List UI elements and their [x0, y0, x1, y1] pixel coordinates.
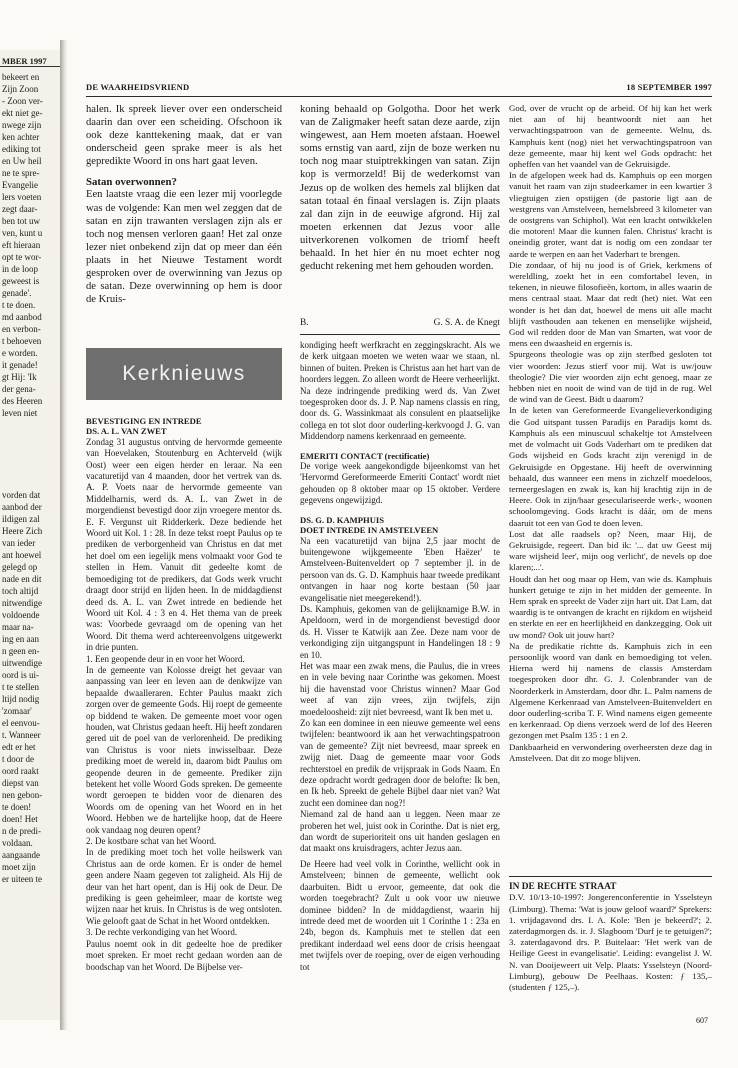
news-paragraph: Na deze indringende prediking werd ds. Van Zwet toegesproken door ds. J. P. Nap namens classis en ring, door ds. G. Wassinkmaat als consulent en plaatselijke collega en tot slot door ouderling-kerkvoogd J. G. van Middendorp namens kerkenraad en gemeente.	[300, 385, 500, 442]
previous-page-line: uitwendige	[2, 658, 42, 668]
article-paragraph: Een laatste vraag die een lezer mij voorlegde was de volgende: Kan men wel zeggen dat de satan en zijn trawanten verslagen zijn als er toch nog mensen verloren gaan! Het zal onze lezer niet onbekend zijn dat op meer dan één plaats in het Nieuwe Testament wordt gesproken over de overwinning van Jezus op de satan. Deze overwinning op hem is door de Kruis-	[86, 189, 282, 306]
previous-page-line: doen! Het	[2, 814, 38, 824]
news-point: 3. De rechte verkondiging van het Woord.	[86, 927, 238, 938]
previous-page-line: it genade!	[2, 360, 38, 370]
news-column2	[300, 340, 500, 973]
previous-page-line: 'zomaar'	[2, 706, 32, 716]
previous-page-line: nwege zijn	[2, 120, 42, 130]
previous-page-line: diepst van	[2, 778, 39, 788]
news-heading: EMERITI CONTACT (rectificatie)	[300, 450, 430, 461]
news-paragraph: Het was maar een zwak mens, die Paulus, die in vrees en in vele beving naar Corinthe was gekomen. Moest hij die havenstad voor Christus winnen? Maar God weet af van zijn vrees, zijn twijfels, zijn moedeloosheid: zijt niet bevreesd, want Ik ben met u.	[300, 660, 500, 717]
news-paragraph: Ds. Kamphuis, gekomen van de gelijknamige B.W. in Apeldoorn, werd in de morgendienst bevestigd door ds. H. Visser te Katwijk aan Zee. Deze nam voor de verkondiging zijn uitgangspunt in Handelingen 18 : 9 en 10.	[300, 603, 500, 660]
previous-page-line: eft hieraan	[2, 240, 41, 250]
news-paragraph: kondiging heeft werfkracht en zeggingskracht. Als we de kerk uitgaan moeten we weten waar we staan, nl. binnen of buiten. Preken is Christus aan het hart van de hoorders leggen. Zo alleen wordt de Heere verheerlijkt.	[300, 340, 500, 385]
news-paragraph: Zo kan een dominee in een nieuwe gemeente wel eens twijfelen: beantwoord ik aan het verwachtingspatroon van de gemeente? Zijt niet bevreesd, maar spreek en zwijg niet. Daag de gemeente maar voor Gods rechterstoel en predik de vrijspraak in Gods Naam. En deze opdracht wordt gedragen door de belofte: Ik ben, en Ik heb. Spreekt de gehele Bijbel daar niet van? Wat zucht een dominee dan nog?!	[300, 718, 500, 808]
article-intro: halen. Ik spreek liever over een onderscheid daarin dan over een scheiding. Ofschoon ik ook deze kanttekening maak, dat er van onderscheid geen sprake meer is als het gepredikte Woord in ons hart gaat leven.	[86, 104, 282, 168]
news-column3	[509, 103, 712, 764]
publication-name: DE WAARHEIDSVRIEND	[86, 82, 190, 92]
article-satan-column2	[300, 103, 500, 273]
news-heading: DS. G. D. KAMPHUIS	[300, 514, 385, 525]
previous-page-line: ant hoewel	[2, 550, 42, 560]
article-heading: Satan overwonnen?	[86, 176, 177, 189]
previous-page-line: vorden dat	[2, 490, 41, 500]
previous-page-line: oord is ui-	[2, 670, 39, 680]
previous-page-line: ne te spre-	[2, 168, 40, 178]
article-satan-column1	[86, 103, 282, 306]
news-paragraph: Paulus noemt ook in dit gedeelte hoe de prediker moet spreken. Er moet recht gedaan worden aan de boodschap van het Woord. De Bijbelse ver-	[86, 938, 282, 972]
previous-page-line: bekeert en	[2, 72, 40, 82]
page-gutter	[60, 40, 68, 1030]
news-paragraph: Die zondaar, of hij nu jood is of Griek, kerkmens of wereldling, zoekt het in een comfortabel leven, in tekenen, in nieuwe filosofieën, kortom, in alles waarin de mens centraal staat. Maar dat redt (het) niet. Wat een wonder is het dan dat, hoewel de mens uit alle macht blijft vasthouden aan tekenen en menselijke wijsheid, God wil redden door de Man van Smarten, wat voor de mens een dwaasheid en ergernis is.	[509, 259, 712, 349]
news-paragraph: Niemand zal de hand aan u leggen. Neen maar ze proberen het wel, juist ook in Corinthe. Dat is niet erg, dan wordt de superioriteit ons uit handen geslagen en dat maakt ons kruisdragers, achter Jezus aan.	[300, 809, 500, 854]
previous-page-line: toch altijd	[2, 586, 39, 596]
rechte-straat-notice	[509, 882, 712, 993]
news-paragraph: God, over de vrucht op de arbeid. Of hij kan het werk niet aan of hij beantwoordt niet aan het verwachtingspatroon van de gemeente. Welnu, ds. Kamphuis kent (nog) niet het verwachtingspatroon van deze gemeente, maar hij kent wel Gods opdracht: het opheffen van het vaandel van de Gekruisigde.	[509, 103, 712, 170]
previous-page-line: geweest is	[2, 276, 40, 286]
news-paragraph: Houdt dan het oog maar op Hem, van wie ds. Kamphuis hunkert getuige te zijn in het midden der gemeente. In Hem sprak en spreekt de Vader zijn hart uit. Dat Lam, dat waardig is te ontvangen de kracht en rijkdom en wijsheid en sterkte en eer en heerlijkheid en dankzegging. Ook uit uw mond? Ook uit jouw hart?	[509, 573, 712, 640]
previous-page-line: ing en aan	[2, 634, 39, 644]
news-paragraph: Zondag 31 augustus ontving de hervormde gemeente van Hoevelaken, Stoutenburg en Achterveld (wijk Oost) weer een eigen herder en leraar. Na een vacaturetijd van 4 maanden, door het vertrek van ds. A. P. Voets naar de hervormde gemeente van Middelharnis, werd ds. A. L. van Zwet in de morgendienst bevestigd door zijn vroegere mentor ds. E. F. Vergunst uit Ridderkerk. Deze bediende het Woord uit Kol. 1 : 28. In deze tekst roept Paulus op te prediken de verborgenheid van Christus en dat met het doel om een iegelijk mens volmaakt voor God te stellen in Hem. Vanuit dit gedeelte komt de bemoediging tot de predikers, dat Gods werk vrucht draagt door strijd en lijden heen. In de middagdienst deed ds. A. L. van Zwet intrede en bediende het Woord uit Kol. 4 : 3 en 4. Het thema van de preek was: Voorbede gevraagd om de opening van het Woord. Dit thema werd achtereenvolgens uitgewerkt in drie punten.	[86, 436, 282, 653]
previous-page-line: des Heeren	[2, 396, 43, 406]
previous-page-line: - Zoon ver-	[2, 96, 43, 106]
previous-page-line: gelegd op	[2, 562, 38, 572]
news-paragraph: Na de predikatie richtte ds. Kamphuis zich in een persoonlijk woord van dank en bemoediging tot velen. Hierna werd hij namens de classis Amsterdam toegesproken door dhr. G. J. Colenbrander van de Noorderkerk in Amsterdam, door dhr. L. Palm namens de Algemene Kerkenraad van Amstelveen-Buitenveldert en door ouderling-scriba T. F. Wind namens eigen gemeente en kerkenraad. Op diens verzoek werd de lof des Heeren gezongen met Psalm 135 : 1 en 2.	[509, 640, 712, 741]
previous-page-line: md aanbod	[2, 312, 42, 322]
previous-page-line: t behoeven	[2, 336, 42, 346]
previous-page-line: opt te wor-	[2, 252, 42, 262]
news-paragraph: In de afgelopen week had ds. Kamphuis op een morgen vanuit het raam van zijn studeerkamer in een kwartier 3 vliegtuigen zien opstijgen (de pastorie ligt aan de westgrens van Amstelveen, hemelsbreed 3 kilometer van de oostgrens van Schiphol). Wat een kracht ontwikkelen die motoren! Maar die kunnen falen. Christus' kracht is oneindig groter, want dat is nodig om een zondaar ter aarde te werpen en aan het Vaderhart te brengen.	[509, 170, 712, 259]
previous-page-line: Heere Zich	[2, 526, 43, 536]
previous-page-line: ediking tot	[2, 144, 41, 154]
news-paragraph: In de gemeente van Kolosse dreigt het gevaar van aanpassing van leer en leven aan de denkwijze van bepaalde dwaalleraren. Echter Paulus maakt zich zorgen over de gemeente Gods. Hij roept de gemeente op biddend te waken. De gemeente moet voor ogen houden, wat Christus gedaan heeft. Hij heeft zondaren gered uit de poel van de verlorenheid. De prediking van Christus is voor niets inwisselbaar. Deze prediking moet de wereld in, daarom bidt Paulus om geopende deuren in de gemeente. Prediker zijn betekent het volle Woord Gods spreken. De gemeente wordt geroepen te bidden voor de dienaren des Woords om de opening van het Woord en in het Woord. Hebben we de hartelijke hoop, dat de Heere ook vandaag nog deuren opent?	[86, 664, 282, 835]
previous-page-column-top	[0, 71, 60, 419]
previous-page-line: t door de	[2, 754, 34, 764]
news-column1	[86, 416, 282, 973]
previous-page-line: zegt daar-	[2, 204, 38, 214]
previous-page-line: Zijn Zoon	[2, 84, 39, 94]
news-paragraph: De vorige week aangekondigde bijeenkomst van het 'Hervormd Gereformeerde Emeriti Contact' wordt niet gehouden op 8 oktober maar op 15 oktober. Verdere gegevens ongewijzigd.	[300, 461, 500, 506]
previous-page-line: ben tot uw	[2, 216, 40, 226]
previous-page-line: nen gebon-	[2, 790, 43, 800]
kerknieuws-banner	[86, 348, 282, 400]
previous-page-line: ken achter	[2, 132, 40, 142]
section-divider	[300, 334, 500, 335]
news-paragraph: In de prediking moet toch het volle heilswerk van Christus aan de orde komen. Er is onder de hemel geen andere Naam gegeven tot zaligheid. Als Hij de deur van het hart opent, dan is Hij ook de Deur. De prediking is geen geheimleer, maar de kortste weg wijzen naar het kruis. In Christus is de weg ontsloten. Wie gelooft gaat de Schat in het Woord ontdekken.	[86, 847, 282, 926]
previous-page-line: ekt niet ge-	[2, 108, 43, 118]
news-paragraph: De Heere had veel volk in Corinthe, wellicht ook in Amstelveen; binnen de gemeente, wellicht ook daarbuiten. Bidt u ervoor, gemeente, dat ook die worden toegebracht? Zult u ook voor uw nieuwe dominee bidden? In de middagdienst, waarin hij intrede deed met de woorden uit 1 Corinthe 1 : 23a en 24b, begon ds. Kamphuis met te stellen dat een predikant inderdaad wel eens door de crisis heengaat met twijfels over de roeping, over de eigen verhouding tot	[300, 858, 500, 972]
previous-page-line: n geen en-	[2, 646, 40, 656]
previous-page-line: e worden.	[2, 348, 38, 358]
banner-label: Kerknieuws	[122, 362, 246, 385]
previous-page-line: en Uw heil	[2, 156, 42, 166]
news-paragraph: Lost dat alle raadsels op? Neen, maar Hij, de Gekruisigde, regeert. Dan bid ik: '... dat uw Geest mij ware wijsheid leer', mijn oog verlicht', de nevels op doe klaren;...'.	[509, 528, 712, 573]
news-heading: IN DE RECHTE STRAAT	[509, 882, 617, 892]
previous-page-line: ildigen zal	[2, 514, 40, 524]
news-point: 2. De kostbare schat van het Woord.	[86, 836, 217, 847]
previous-page-line: n de predi-	[2, 826, 41, 836]
previous-page-line: voldaan.	[2, 838, 33, 848]
previous-page-line: aanbod der	[2, 502, 42, 512]
previous-page-line: moet zijn	[2, 862, 36, 872]
previous-page-line: t. Wanneer	[2, 730, 41, 740]
previous-page-line: lers voeten	[2, 192, 42, 202]
page-number: 607	[696, 1016, 708, 1025]
running-header	[86, 82, 712, 97]
previous-page-line: oord raakt	[2, 766, 39, 776]
previous-page-column-bottom	[0, 489, 60, 885]
news-paragraph: Na een vacaturetijd van bijna 2,5 jaar mocht de buitengewone wijkgemeente 'Eben Haëzer' te Amstelveen-Buitenveldert op 7 september jl. in de persoon van ds. G. D. Kamphuis haar tweede predikant ontvangen in haar nog korte bestaan (50 jaar evangelisatie niet meegerekend!).	[300, 535, 500, 603]
news-paragraph: Dankbaarheid en verwondering overheersten deze dag in Amstelveen. Dat dit zo moge blijven.	[509, 741, 712, 763]
news-subheading: DS. A. L. VAN ZWET	[86, 426, 167, 437]
previous-page-line: gt Hij: 'Ik	[2, 372, 37, 382]
previous-page-line: el eenvou-	[2, 718, 40, 728]
previous-page-line: van ieder	[2, 538, 36, 548]
previous-page-line: Evangelie	[2, 180, 38, 190]
article-paragraph: koning behaald op Golgotha. Door het werk van de Zaligmaker heeft satan deze aarde, zijn wingewest, aan Hem moeten afstaan. Hoewel soms ernstig van aard, zijn de boze werken nu toch nog maar stuiptrekkingen van satan. Zijn kop is vermorzeld! Bij de wederkomst van Jezus op de wolken des hemels zal blijken dat satan totaal én finaal verslagen is. Zijn plaats zal dan zijn in de eeuwige afgrond. Hij zal moeten erkennen dat Jezus voor alle uitverkorenen volkomen de triomf heeft behaald. In het hier én nu moet echter nog geducht rekening met hem gehouden worden.	[300, 104, 500, 273]
previous-page-line: in de loop	[2, 264, 38, 274]
previous-page-line: ven, kunt u	[2, 228, 43, 238]
previous-page-edge	[0, 50, 61, 1020]
previous-page-line: er uiteen te	[2, 874, 42, 884]
news-paragraph: D.V. 10/13-10-1997: Jongerenconferentie in Ysselsteyn (Limburg). Thema: 'Wat is jouw geloof waard?' Sprekers: 1. vrijdagavond drs. I. A. Kole: 'Ben je bekeerd?'; 2. zaterdagmorgen ds. ir. J. Slagboom 'Durf je te getuigen?'; 3. zaterdagavond drs. P. Buitelaar: 'Het werk van de Heilige Geest in evangelisatie'. Leiding: evangelist J. W. N. van Dooijeweert uit Velp. Plaats: Ysselsteyn (Noord-Limburg), gebouw De Peelhaas. Kosten: ƒ 135,– (studenten ƒ 125,–).	[509, 892, 712, 993]
previous-page-header: MBER 1997	[0, 50, 60, 67]
news-paragraph: In de keten van Gereformeerde Evangelieverkondiging die God uitspant tussen Paradijs en Paradijs komt ds. Kamphuis als een minuscuul schakeltje tot Amstelveen met de volmacht uit Gods Vaderhart om te prediken dat Gods wijsheid en Gods kracht zijn verenigd in de Gekruisigde en Opgestane. Hij heeft de overwinning behaald, dus wanneer een mens in zichzelf moedeloos, terneergeslagen en zwak is, kan hij krachtig zijn in de Heere. Ook in zijn/haar geseculariseerde werk-, woonen schoolomgeving. Gods kracht is dáár, om de mens daaruit tot een van God te doen leven.	[509, 405, 712, 528]
news-paragraph: Spurgeons theologie was op zijn sterfbed gesloten tot vier woorden: Jezus stierf voor mij. Wat is uw/jouw theologie? Die vier woorden zijn echt genoeg, maar ze hebben niet en nooit de wind van de tijd in de rug. Wel de wind van de Geest. Bidt u daarom?	[509, 349, 712, 405]
previous-page-line: ltijd nodig	[2, 694, 40, 704]
previous-page-line: maar na-	[2, 622, 34, 632]
section-divider	[509, 876, 712, 877]
news-point: 1. Een geopende deur in en voor het Woord.	[86, 653, 245, 664]
news-heading: BEVESTIGING EN INTREDE	[86, 416, 202, 426]
news-subheading: DOET INTREDE IN AMSTELVEEN	[300, 525, 439, 536]
previous-page-line: aangaande	[2, 850, 40, 860]
previous-page-line: voldoende	[2, 610, 40, 620]
previous-page-line: t te stellen	[2, 682, 39, 692]
issue-date: 18 SEPTEMBER 1997	[626, 82, 712, 92]
previous-page-line: nitwendige	[2, 598, 42, 608]
previous-page-line: leven niet	[2, 408, 38, 418]
signature-initial: B.	[300, 318, 309, 328]
previous-page-line: edt er het	[2, 742, 36, 752]
signature-author: G. S. A. de Knegt	[433, 318, 500, 328]
previous-page-line: genade'.	[2, 288, 32, 298]
previous-page-line: te doen!	[2, 802, 32, 812]
previous-page-line: der gena-	[2, 384, 36, 394]
previous-page-line: t te doen.	[2, 300, 36, 310]
previous-page-line: nade en dit	[2, 574, 42, 584]
previous-page-line: en verbon-	[2, 324, 41, 334]
